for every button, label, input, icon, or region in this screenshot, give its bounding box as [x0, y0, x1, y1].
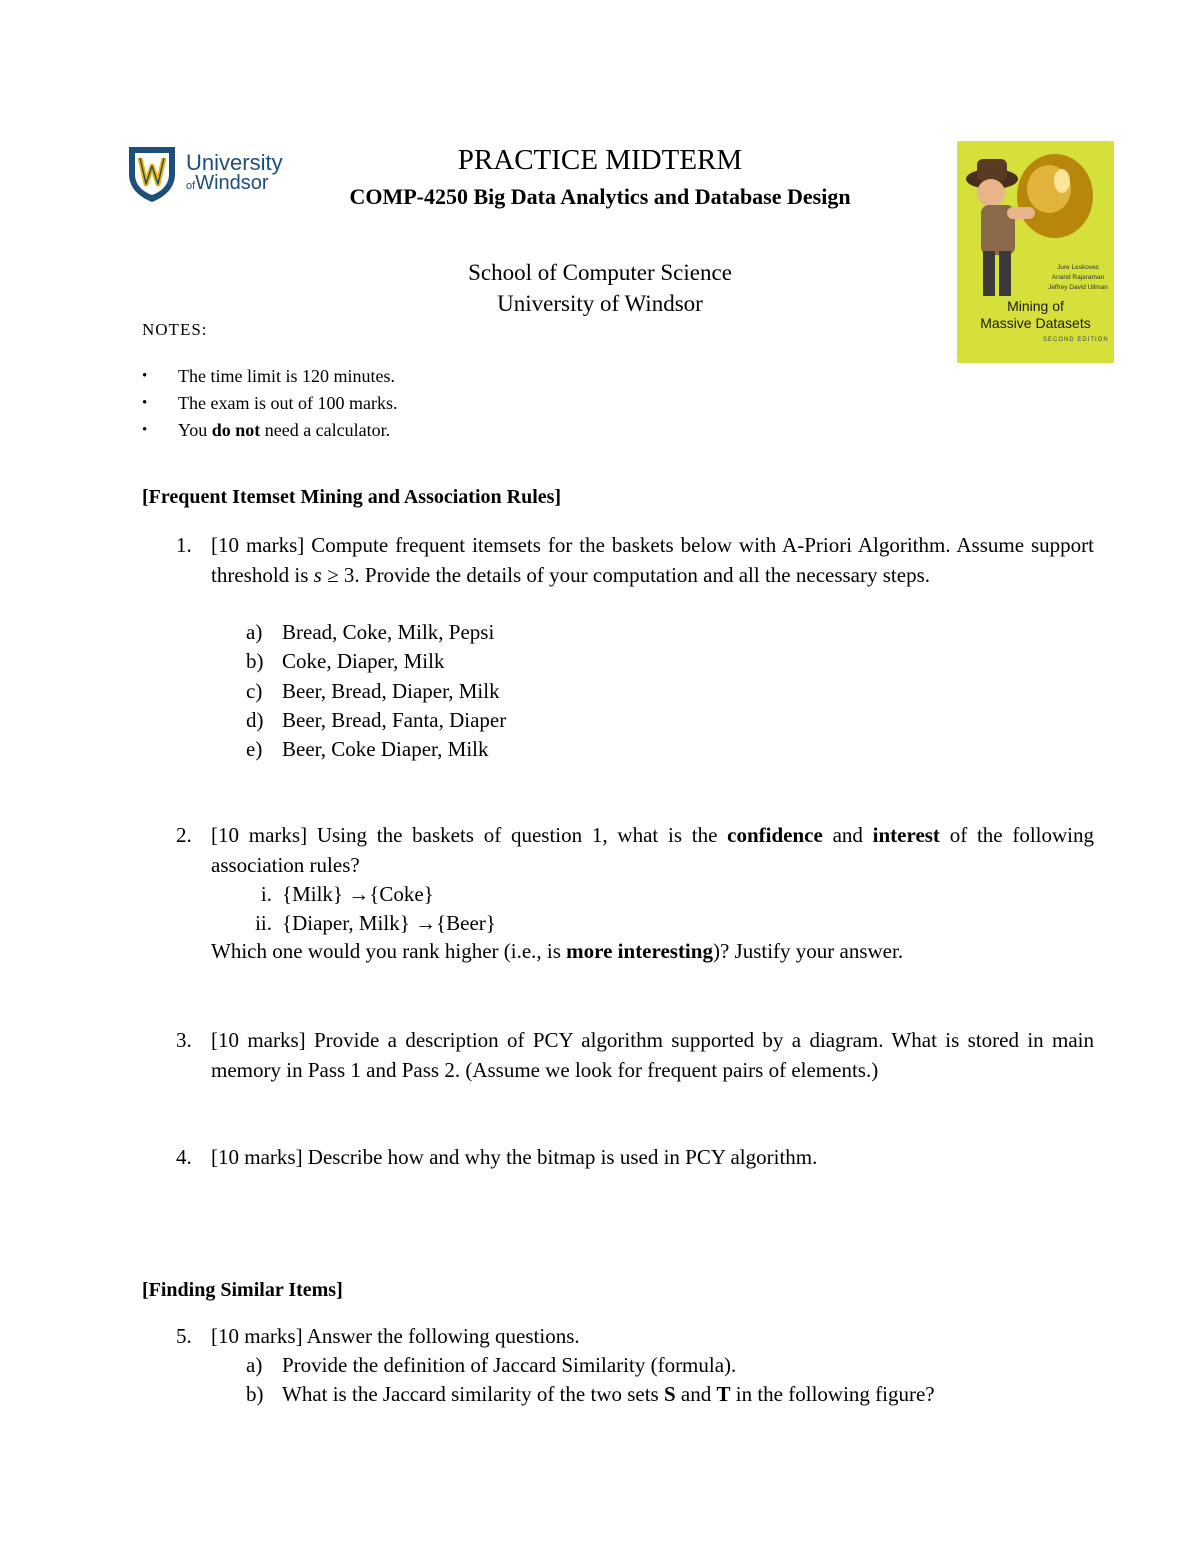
question-text [211, 821, 1094, 880]
question-number: 4. [176, 1145, 192, 1169]
basket-label: a) [246, 620, 263, 644]
basket-label: c) [246, 678, 263, 703]
logo-of-text: of [186, 180, 196, 192]
note-item [142, 417, 642, 444]
set-t-label: T [716, 1382, 731, 1407]
logo-windsor-text: Windsor [195, 172, 269, 194]
part-text-segment: and [675, 1382, 717, 1407]
part-label: a) [246, 1353, 263, 1377]
question-text-part: [10 marks] Compute frequent itemsets for the baskets below with A-Priori Algorithm. Assume support threshold is [211, 533, 1094, 587]
notes-label: NOTES: [142, 320, 208, 339]
question-text-part: Which one would you rank higher (i.e., is [211, 939, 567, 963]
note-item [142, 390, 642, 417]
question-text-part: [10 marks] Using the baskets of question 1, what is the [211, 823, 728, 847]
section-heading-similar-items: [Finding Similar Items] [142, 1279, 343, 1301]
university-name: University of Windsor [497, 291, 703, 316]
book-edition: SECOND EDITION [1043, 337, 1109, 343]
book-cover-image [957, 141, 1114, 363]
question-text-part: )? Justify your answer. [712, 939, 904, 963]
question-text-part: and [822, 823, 873, 847]
question-number: 1. [176, 533, 192, 557]
question-2 [176, 821, 1094, 880]
question-text [211, 531, 1094, 590]
note-emphasis: do not [211, 420, 261, 440]
school-block [350, 257, 850, 319]
part-label: b) [246, 1382, 264, 1407]
note-text: You [178, 420, 212, 440]
question-text: [10 marks] Answer the following questions. [211, 1324, 580, 1348]
page-title: PRACTICE MIDTERM [457, 144, 743, 176]
rule-label: ii. [255, 911, 272, 936]
course-title: COMP-4250 Big Data Analytics and Database Design [349, 184, 851, 209]
question-text-part: of the following association rules? [211, 823, 1095, 877]
book-authors [1045, 263, 1111, 293]
bullet-icon: • [142, 422, 148, 438]
book-title-line: Mining of [1007, 298, 1064, 314]
more-interesting-emphasis: more interesting [566, 939, 713, 963]
question-text-part: ≥ 3. Provide the details of your computation and all the necessary steps. [321, 562, 930, 587]
question-text: [10 marks] Describe how and why the bitmap is used in PCY algorithm. [211, 1145, 818, 1169]
interest-emphasis: interest [872, 823, 940, 847]
note-text: The time limit is 120 minutes. [178, 366, 395, 386]
book-author: Jure Leskovec [1057, 264, 1099, 271]
question-2-followup [211, 939, 903, 964]
note-text: need a calculator. [260, 420, 391, 440]
basket-text: Beer, Coke Diaper, Milk [282, 737, 489, 762]
question-5 [176, 1322, 1094, 1352]
basket-text: Bread, Coke, Milk, Pepsi [282, 620, 495, 644]
rule-text: {Diaper, Milk} →{Beer} [282, 911, 496, 936]
rule-label: i. [260, 882, 272, 906]
bullet-icon: • [142, 395, 148, 411]
university-crest-icon [126, 144, 178, 204]
basket-text: Coke, Diaper, Milk [282, 649, 445, 674]
question-number: 2. [176, 823, 192, 847]
basket-label: e) [246, 737, 263, 762]
basket-text: Beer, Bread, Diaper, Milk [282, 678, 500, 703]
logo-university-text: University [186, 150, 283, 175]
question-4 [176, 1143, 1094, 1173]
set-s-label: S [663, 1382, 676, 1407]
question-text: [10 marks] Provide a description of PCY algorithm supported by a diagram. What is stored in main memory in Pass 1 and Pass 2. (Assume we look for frequent pairs of elements.) [211, 1028, 1094, 1082]
note-text: The exam is out of 100 marks. [178, 393, 398, 413]
book-title [957, 298, 1114, 332]
rule-text: {Milk} →{Coke} [282, 882, 434, 906]
question-number: 3. [176, 1028, 192, 1052]
support-variable: s [313, 562, 322, 587]
section-heading-frequent-itemsets: [Frequent Itemset Mining and Association Rules] [142, 486, 562, 508]
school-name: School of Computer Science [468, 260, 732, 285]
notes-list [142, 363, 642, 444]
basket-text: Beer, Bread, Fanta, Diaper [282, 707, 507, 732]
question-number: 5. [176, 1324, 192, 1348]
question-3 [176, 1026, 1094, 1085]
basket-label: b) [246, 649, 264, 674]
part-text [282, 1380, 935, 1409]
book-author: Anand Rajaraman [1051, 274, 1105, 281]
part-text-segment: What is the Jaccard similarity of the two sets [282, 1382, 664, 1407]
part-text: Provide the definition of Jaccard Similarity (formula). [282, 1353, 737, 1377]
bullet-icon: • [142, 368, 148, 384]
part-text-segment: in the following figure? [730, 1382, 935, 1407]
book-author: Jeffrey David Ullman [1048, 284, 1108, 291]
basket-label: d) [246, 707, 264, 732]
book-title-line: Massive Datasets [980, 315, 1091, 331]
question-1 [176, 531, 1094, 590]
note-item [142, 363, 642, 390]
confidence-emphasis: confidence [727, 823, 823, 847]
